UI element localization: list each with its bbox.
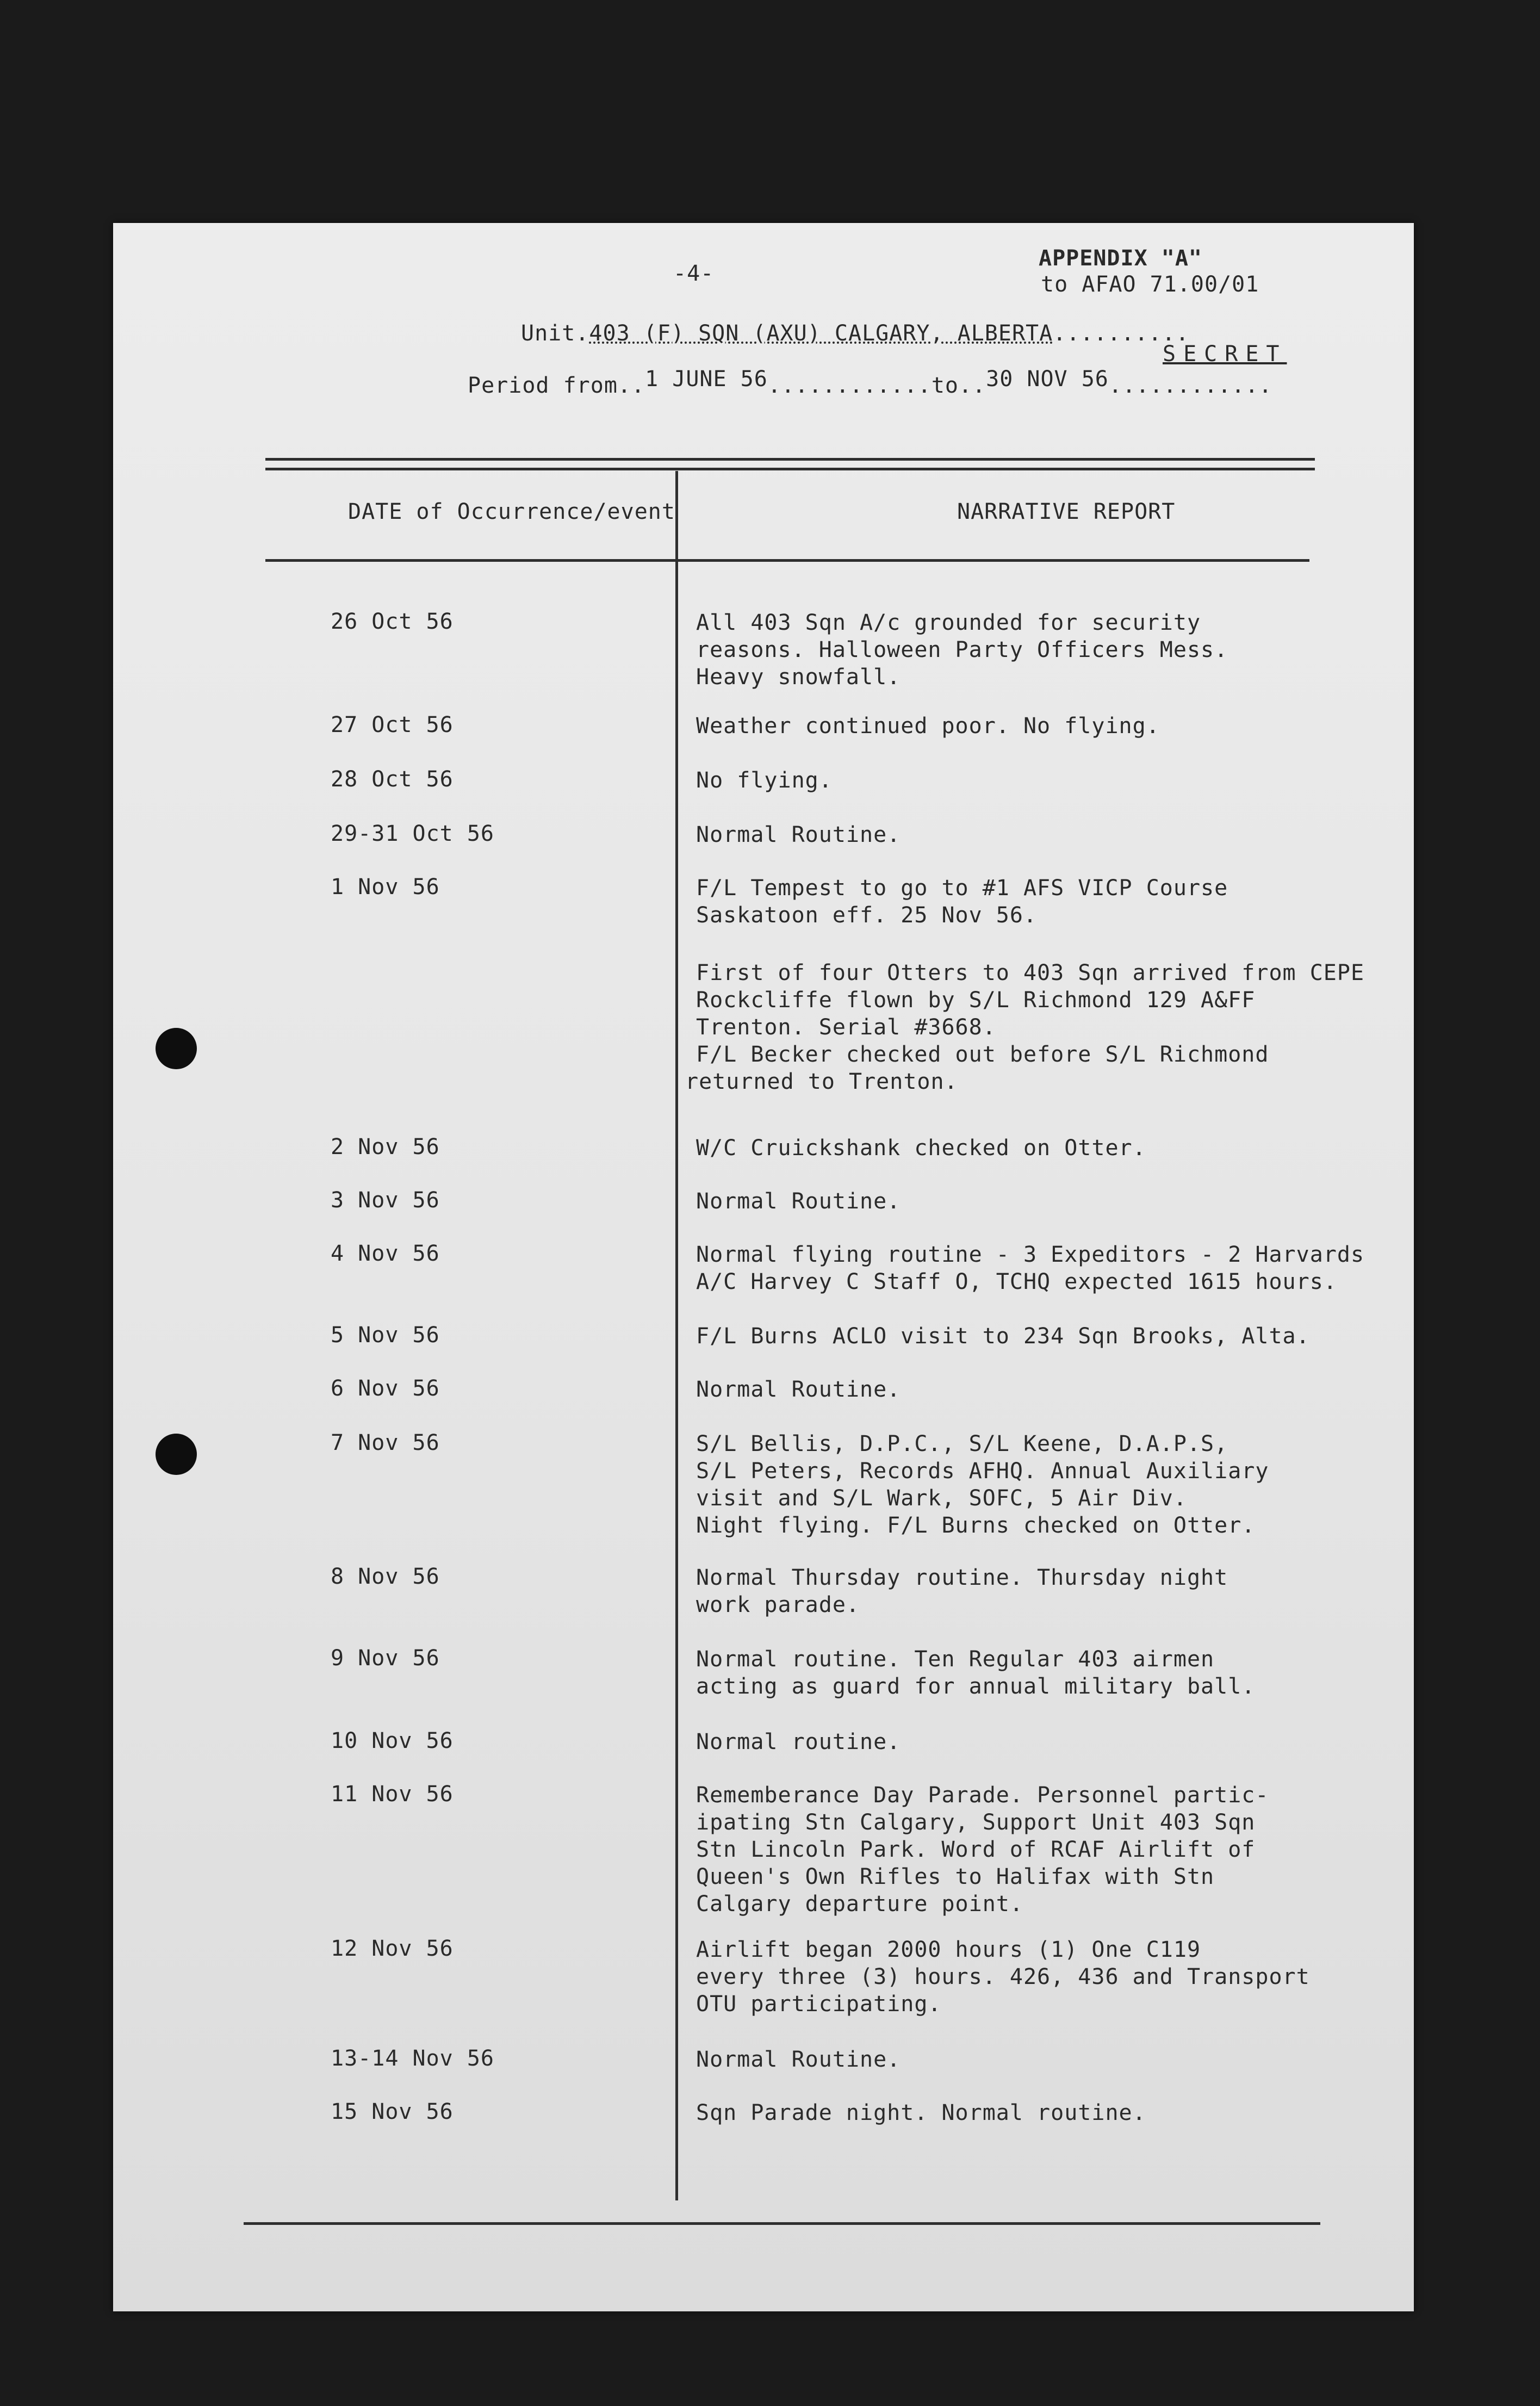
entry-date: 4 Nov 56: [331, 1241, 440, 1266]
entry-line: F/L Becker checked out before S/L Richmond: [696, 1042, 1269, 1067]
entry-line: Calgary departure point.: [696, 1892, 1023, 1917]
unit-dots: ..........: [1053, 321, 1190, 346]
period-dots-2: ............: [1108, 373, 1272, 398]
entry-date: 1 Nov 56: [331, 875, 440, 900]
entry-date: 28 Oct 56: [331, 767, 454, 792]
entry-line: No flying.: [696, 768, 833, 793]
column-header-report: NARRATIVE REPORT: [957, 499, 1176, 524]
punch-hole-lower: [156, 1434, 197, 1475]
entry-date: 13-14 Nov 56: [331, 2046, 494, 2071]
entry-line: Night flying. F/L Burns checked on Otter.: [696, 1513, 1256, 1538]
unit-line: [521, 321, 1189, 346]
entry-line: OTU participating.: [696, 1992, 942, 2017]
entry-line: reasons. Halloween Party Officers Mess.: [696, 637, 1228, 662]
page-number: -4-: [673, 261, 715, 286]
entry-line: Saskatoon eff. 25 Nov 56.: [696, 903, 1038, 928]
entry-line: Normal Thursday routine. Thursday night: [696, 1565, 1228, 1590]
entry-date: 3 Nov 56: [331, 1188, 440, 1213]
header-double-rule-bottom: [265, 468, 1315, 470]
entry-line: All 403 Sqn A/c grounded for security: [696, 610, 1201, 635]
appendix-heading: APPENDIX "A": [1039, 246, 1202, 271]
entry-line: S/L Peters, Records AFHQ. Annual Auxiliary: [696, 1459, 1269, 1484]
entry-line: F/L Tempest to go to #1 AFS VICP Course: [696, 876, 1228, 901]
entry-date: 10 Nov 56: [331, 1728, 454, 1753]
entry-date: 12 Nov 56: [331, 1936, 454, 1961]
period-to-label: to..: [931, 373, 986, 398]
header-double-rule-top: [265, 458, 1315, 461]
unit-value: 403 (F) SQN (AXU) CALGARY, ALBERTA: [589, 321, 1053, 346]
period-from: 1 JUNE 56: [645, 367, 768, 392]
entry-line: Sqn Parade night. Normal routine.: [696, 2100, 1146, 2125]
period-dots-1: ............: [767, 373, 932, 398]
entry-date: 9 Nov 56: [331, 1646, 440, 1671]
entry-date: 8 Nov 56: [331, 1564, 440, 1589]
entry-date: 7 Nov 56: [331, 1430, 440, 1455]
entry-line: Heavy snowfall.: [696, 665, 901, 690]
period-label: Period from..: [468, 373, 645, 398]
column-divider: [675, 471, 678, 2200]
entry-date: 6 Nov 56: [331, 1376, 440, 1401]
entry-line: acting as guard for annual military ball.: [696, 1674, 1256, 1699]
entry-line: Queen's Own Rifles to Halifax with Stn: [696, 1864, 1215, 1889]
entry-line: A/C Harvey C Staff O, TCHQ expected 1615 hours.: [696, 1269, 1337, 1294]
column-header-date: DATE of Occurrence/event: [348, 499, 675, 524]
entry-line: returned to Trenton.: [685, 1069, 958, 1094]
entry-line: Normal routine.: [696, 1729, 901, 1754]
entry-date: 11 Nov 56: [331, 1782, 454, 1807]
appendix-reference: to AFAO 71.00/01: [1041, 272, 1259, 297]
entry-line: Stn Lincoln Park. Word of RCAF Airlift of: [696, 1837, 1256, 1862]
entry-line: Normal Routine.: [696, 1189, 901, 1214]
entry-line: Normal Routine.: [696, 822, 901, 847]
entry-line: S/L Bellis, D.P.C., S/L Keene, D.A.P.S,: [696, 1431, 1228, 1456]
entry-date: 27 Oct 56: [331, 712, 454, 737]
entry-line: every three (3) hours. 426, 436 and Transport: [696, 1964, 1310, 1989]
document-page: [113, 223, 1414, 2311]
entry-line: Trenton. Serial #3668.: [696, 1015, 996, 1040]
entry-line: First of four Otters to 403 Sqn arrived from CEPE: [696, 960, 1365, 985]
entry-line: F/L Burns ACLO visit to 234 Sqn Brooks, Alta.: [696, 1324, 1310, 1349]
unit-label: Unit.: [521, 321, 589, 346]
footer-rule: [244, 2222, 1320, 2225]
entry-line: work parade.: [696, 1592, 860, 1617]
entry-line: ipating Stn Calgary, Support Unit 403 Sqn: [696, 1810, 1256, 1835]
entry-line: Normal Routine.: [696, 2047, 901, 2072]
punch-hole-upper: [156, 1028, 197, 1069]
entry-line: Weather continued poor. No flying.: [696, 714, 1160, 739]
entry-date: 26 Oct 56: [331, 609, 454, 634]
entry-date: 15 Nov 56: [331, 2099, 454, 2124]
entry-line: visit and S/L Wark, SOFC, 5 Air Div.: [696, 1486, 1187, 1511]
classification-mark: SECRET: [1163, 342, 1287, 367]
entry-line: Normal flying routine - 3 Expeditors - 2 Harvards: [696, 1242, 1365, 1267]
entry-date: 5 Nov 56: [331, 1323, 440, 1348]
entry-line: Rockcliffe flown by S/L Richmond 129 A&FF: [696, 988, 1256, 1013]
entry-line: Rememberance Day Parade. Personnel partic-: [696, 1783, 1269, 1808]
period-to: 30 NOV 56: [986, 367, 1109, 392]
entry-line: W/C Cruickshank checked on Otter.: [696, 1136, 1146, 1161]
entry-line: Normal Routine.: [696, 1377, 901, 1402]
column-header-rule: [265, 559, 1309, 562]
entry-line: Airlift began 2000 hours (1) One C119: [696, 1937, 1201, 1962]
period-line: [468, 367, 1272, 398]
entry-date: 29-31 Oct 56: [331, 821, 494, 846]
entry-line: Normal routine. Ten Regular 403 airmen: [696, 1647, 1215, 1672]
entry-date: 2 Nov 56: [331, 1134, 440, 1159]
